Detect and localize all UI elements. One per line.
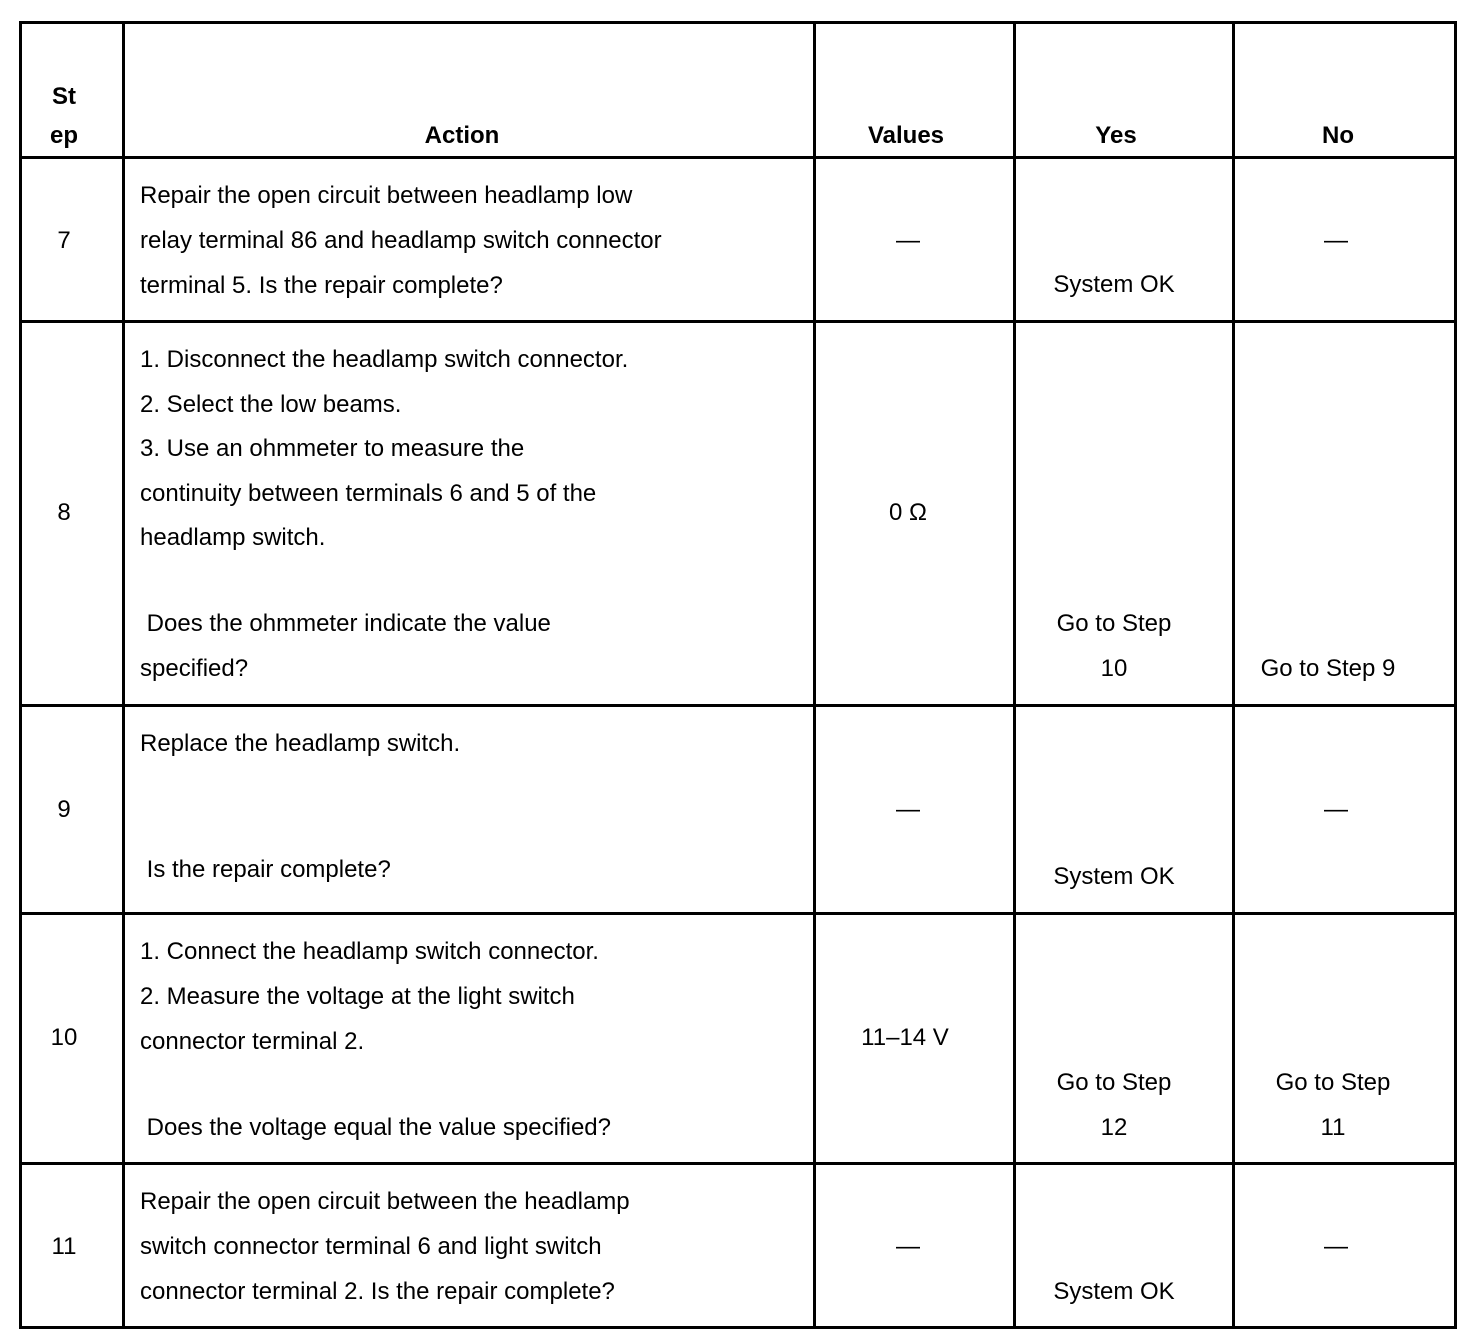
header-divider: [19, 156, 1457, 159]
no-result: —: [1324, 1233, 1348, 1260]
column-divider: [122, 21, 125, 1329]
action-line: Is the repair complete?: [140, 856, 391, 883]
yes-result: System OK: [1053, 863, 1175, 890]
header-no: No: [1322, 122, 1354, 149]
action-line: headlamp switch.: [140, 524, 326, 551]
action-line: continuity between terminals 6 and 5 of the: [140, 480, 597, 507]
table-border-top: [19, 21, 1457, 24]
yes-result: 10: [1100, 655, 1128, 682]
action-line: Repair the open circuit between headlamp low: [140, 182, 633, 209]
row-divider: [19, 912, 1457, 915]
no-result: —: [1324, 796, 1348, 823]
table-border-left: [19, 21, 22, 1329]
header-step-line2: ep: [49, 122, 79, 149]
action-line: specified?: [140, 655, 249, 682]
action-line: Does the ohmmeter indicate the value: [140, 610, 551, 637]
action-line: 2. Select the low beams.: [140, 391, 402, 418]
column-divider: [1013, 21, 1016, 1329]
action-line: Does the voltage equal the value specified?: [140, 1114, 611, 1141]
step-number: 8: [57, 499, 71, 526]
yes-result: System OK: [1053, 1278, 1175, 1305]
action-line: connector terminal 2.: [140, 1028, 365, 1055]
no-result: Go to Step: [1275, 1069, 1391, 1096]
step-number: 11: [51, 1233, 77, 1260]
yes-result: 12: [1100, 1114, 1128, 1141]
header-yes: Yes: [1095, 122, 1137, 149]
header-values: Values: [867, 122, 945, 149]
action-line: switch connector terminal 6 and light switch: [140, 1233, 602, 1260]
action-line: 3. Use an ohmmeter to measure the: [140, 435, 525, 462]
action-line: 2. Measure the voltage at the light switch: [140, 983, 575, 1010]
step-number: 10: [50, 1024, 78, 1051]
column-divider: [1232, 21, 1235, 1329]
no-result: 11: [1320, 1114, 1346, 1141]
action-line: 1. Disconnect the headlamp switch connector.: [140, 346, 629, 373]
row-divider: [19, 1162, 1457, 1165]
value-cell: —: [896, 1233, 920, 1260]
action-line: 1. Connect the headlamp switch connector.: [140, 938, 599, 965]
action-line: Repair the open circuit between the headlamp: [140, 1188, 630, 1215]
value-cell: —: [896, 796, 920, 823]
row-divider: [19, 704, 1457, 707]
row-divider: [19, 320, 1457, 323]
yes-result: System OK: [1053, 271, 1175, 298]
value-cell: 11–14 V: [861, 1024, 949, 1051]
no-result: —: [1324, 227, 1348, 254]
table-border-right: [1454, 21, 1457, 1329]
table-border-bottom: [19, 1326, 1457, 1329]
action-line: relay terminal 86 and headlamp switch connector: [140, 227, 662, 254]
step-number: 7: [57, 227, 71, 254]
step-number: 9: [57, 796, 71, 823]
action-line: Replace the headlamp switch.: [140, 730, 461, 757]
action-line: connector terminal 2. Is the repair complete?: [140, 1278, 615, 1305]
no-result: Go to Step 9: [1260, 655, 1396, 682]
header-step-line1: St: [52, 83, 76, 110]
value-cell: —: [896, 227, 920, 254]
header-action: Action: [424, 122, 500, 149]
value-cell: 0 Ω: [889, 499, 927, 526]
action-line: terminal 5. Is the repair complete?: [140, 272, 503, 299]
yes-result: Go to Step: [1056, 1069, 1172, 1096]
column-divider: [813, 21, 816, 1329]
yes-result: Go to Step: [1056, 610, 1172, 637]
